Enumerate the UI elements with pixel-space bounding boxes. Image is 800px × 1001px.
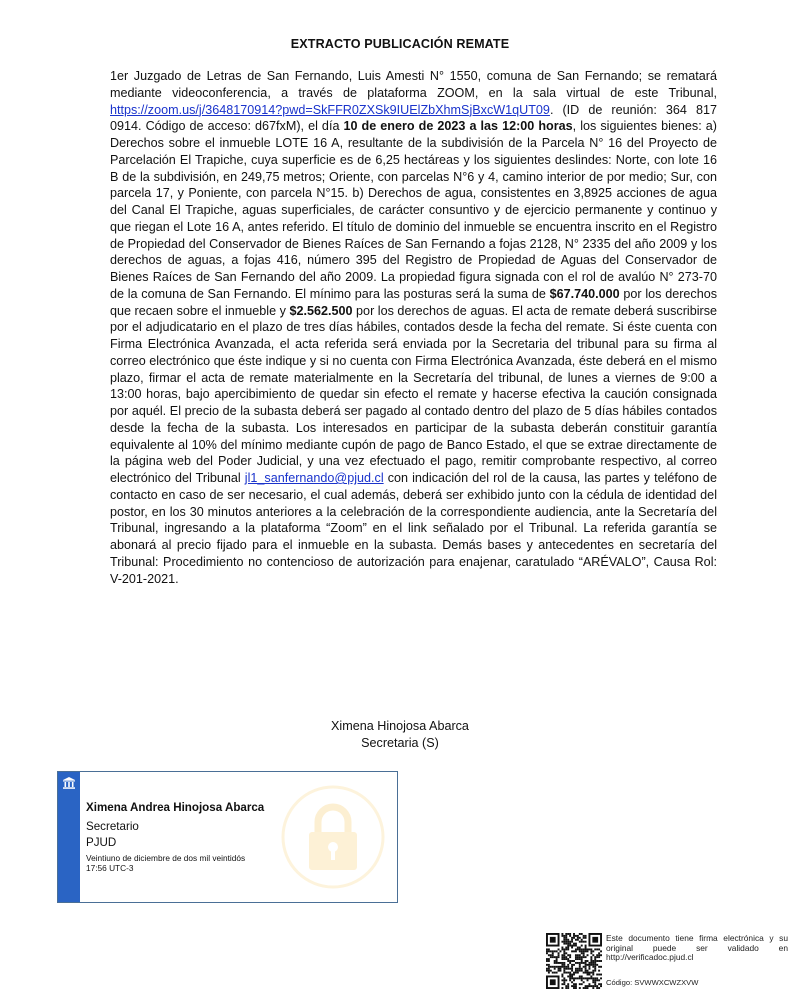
minimum-bid-water: $2.562.500 <box>289 303 353 318</box>
body-text-2: . (ID de reunión: 364 817 0914. Código de acceso: d67fxM), el día <box>110 102 717 134</box>
document-body <box>110 68 717 587</box>
signer-name: Ximena Andrea Hinojosa Abarca <box>86 801 265 814</box>
signature-time: 17:56 UTC-3 <box>86 862 134 873</box>
body-text-4: por los derechos que recaen sobre el inmueble y <box>110 286 717 318</box>
court-email-link[interactable]: jl1_sanfernando@pjud.cl <box>244 471 384 485</box>
signer-role: Secretario <box>86 820 139 833</box>
verification-code: Código: SVWWXCWZXVW <box>606 978 699 987</box>
signature-date: Veintiuno de diciembre de dos mil veintidós <box>86 853 246 863</box>
verification-block <box>546 933 791 993</box>
body-text-1: 1er Juzgado de Letras de San Fernando, Luis Amesti N° 1550, comuna de San Fernando; se rematará mediante videoconferencia, a través de plataforma ZOOM, en la sala virtual de este Tribunal, <box>110 69 717 100</box>
verification-text: Este documento tiene firma electrónica y su original puede ser validado en http://verificadoc.pjud.cl <box>606 933 788 963</box>
signer-organization: PJUD <box>86 836 117 849</box>
auction-date: 10 de enero de 2023 a las 12:00 horas <box>343 119 573 134</box>
electronic-signature-card <box>57 771 398 903</box>
signature-timestamp <box>86 854 245 873</box>
document-title: EXTRACTO PUBLICACIÓN REMATE <box>290 37 510 51</box>
signature-role: Secretaria (S) <box>361 735 439 750</box>
qr-code-icon[interactable] <box>546 933 602 989</box>
body-text-6: con indicación del rol de la causa, las partes y teléfono de contacto en caso de ser necesario, el cual además, deberá ser exhibido junto con la cédula de identidad del postor, en los 30 minutos anteriores a la celebración de la correspondiente audiencia, ante la Secretaría del Tribunal, ingresando a la plataforma “Zoom” en el link señalado por el Tribunal. La referida garantía se abonará al precio fijado para el inmueble en la subasta. Demás bases y antecedentes en secretaría del Tribunal: Procedimiento no contencioso de autorización para enajenar, caratulado “ARÉVALO”, Causa Rol: V-201-2021. <box>110 471 717 586</box>
signature-block <box>0 718 800 751</box>
body-text-3: , los siguientes bienes: a) Derechos sobre el inmueble LOTE 16 A, resultante de la subdivisión de la Parcela N° 16 del Proyecto de Parcelación El Trapiche, cuya superficie es de 6,25 hectáreas y los siguientes deslindes: Norte, con lote 16 B de la subdivisión, en 249,75 metros; Oriente, con parcelas N°6 y 4, camino interior de por medio; Sur, con parcela 17, y Poniente, con parcela N°15. b) Derechos de agua, consistentes en 3,8925 acciones de agua del Canal El Trapiche, aguas superficiales, de carácter consuntivo y de ejercicio permanente y continuo y que riegan el Lote 16 A, antes referido. El título de dominio del inmueble se encuentra inscrito en el Registro de Propiedad del Conservador de Bienes Raíces de San Fernando a fojas 2128, N° 2335 del año 2009 y los derechos de aguas, a fojas 416, número 395 del Registro de Propiedad de Aguas del Conservador de Bienes Raíces de San Fernando del año 2009. La propiedad figura signada con el rol de avalúo N° 273-70 de la comuna de San Fernando. El mínimo para las posturas será la suma de <box>110 119 717 301</box>
signature-name: Ximena Hinojosa Abarca <box>331 719 469 733</box>
zoom-meeting-link[interactable]: https://zoom.us/j/3648170914?pwd=SkFFR0ZXSk9IUElZbXhmSjBxcW1qUT09 <box>110 102 550 117</box>
lock-icon <box>280 784 386 890</box>
signature-card-accent-bar <box>58 772 80 902</box>
body-text-5: por los derechos de aguas. El acta de remate deberá suscribirse por el adjudicatario en el plazo de tres días hábiles, contados desde la fecha del remate. Si éste cuenta con Firma Electrónica Avanzada, el acta referida será enviada por la Secretaria del tribunal para su firma al correo electrónico que éste indique y si no cuenta con Firma Electrónica Avanzada, éste deberá en el mismo plazo, firmar el acta de remate materialmente en la Secretaría del tribunal, de lunes a viernes de 9:00 a 13:00 horas, bajo apercibimiento de quedar sin efecto el remate y hacerse efectiva la caución consignada por aquél. El precio de la subasta deberá ser pagado al contado dentro del plazo de 5 días hábiles contados desde la fecha de la subasta. Los interesados en participar de la subasta deberán constituir garantía equivalente al 10% del mínimo mediante cupón de pago de Banco Estado, el que se extrae directamente de la página web del Poder Judicial, y una vez efectuado el pago, remitir comprobante respectivo, al correo electrónico del Tribunal <box>110 303 717 485</box>
institution-icon <box>62 776 76 790</box>
minimum-bid-property: $67.740.000 <box>549 286 620 301</box>
